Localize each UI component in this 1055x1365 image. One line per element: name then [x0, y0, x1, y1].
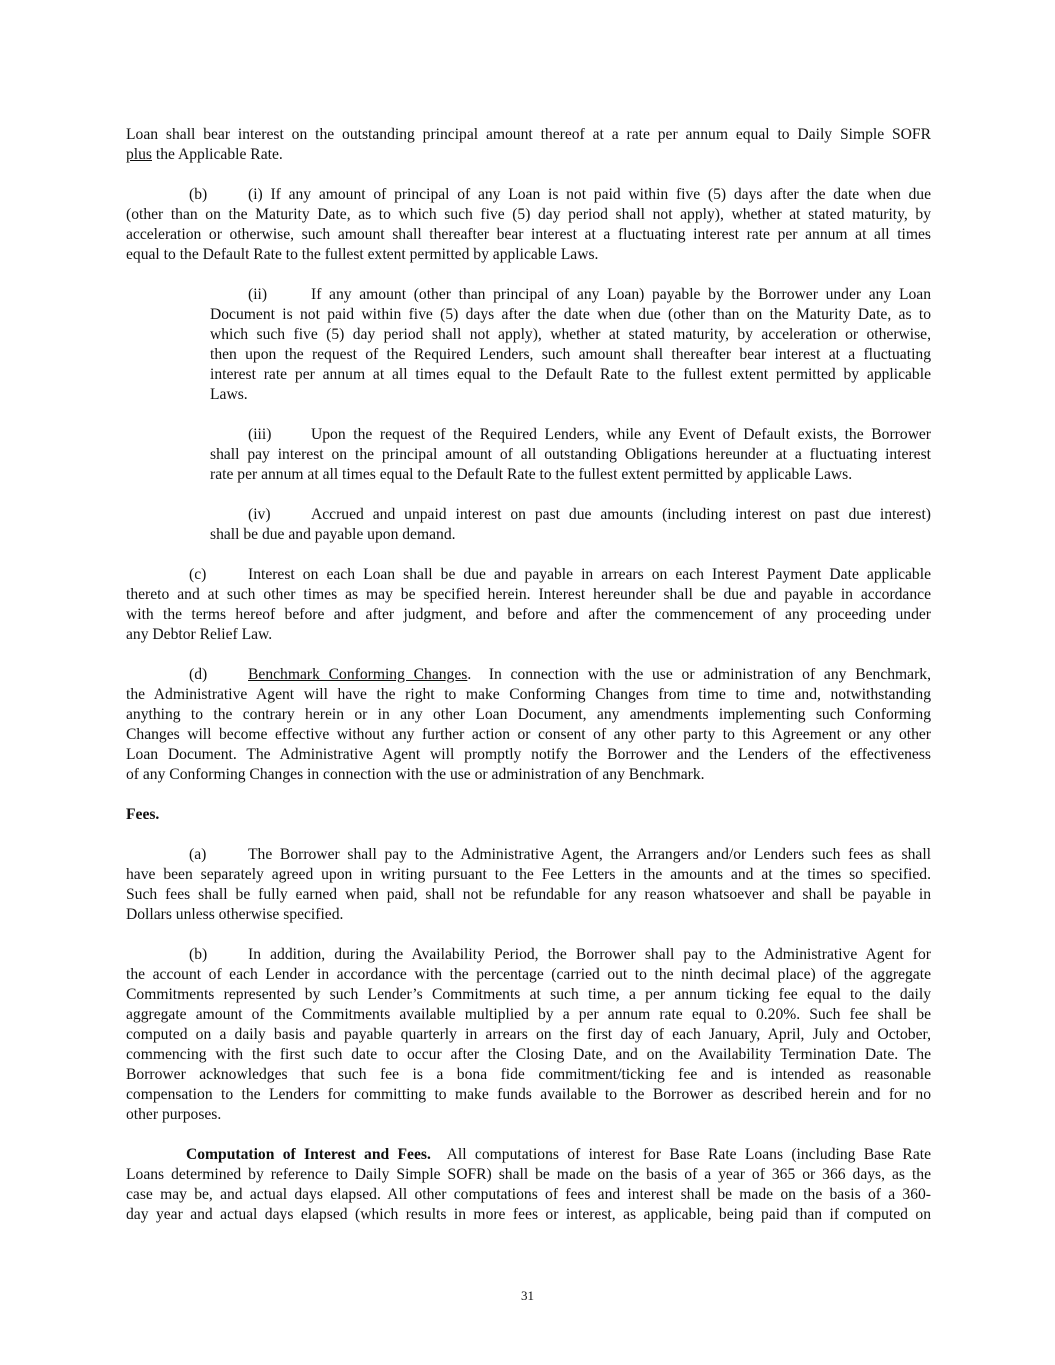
text-line [126, 1185, 931, 1205]
text-line [126, 665, 931, 685]
line-text: Borrower acknowledges that such fee is a bona fide commitment/ticking fee and is intended as reasonable [126, 1066, 931, 1083]
line-text: have been separately agreed upon in writing pursuant to the Fee Letters in the amounts and at the times so specified. [126, 866, 931, 883]
line-text: then upon the request of the Required Lenders, such amount shall thereafter bear interest at a fluctuating [210, 346, 931, 363]
text-line [126, 965, 931, 985]
text-line [126, 845, 931, 865]
line-text: Dollars unless otherwise specified. [126, 906, 344, 923]
line-text: thereto and at such other times as may be specified herein. Interest hereunder shall be due and payable in accordance [126, 586, 931, 603]
text-line [126, 805, 931, 825]
paragraph [126, 565, 931, 645]
paragraph-label: (b) [189, 186, 208, 203]
line-text: equal to the Default Rate to the fullest extent permitted by applicable Laws. [126, 246, 599, 263]
line-text: Laws. [210, 386, 248, 403]
text-line [126, 1205, 931, 1225]
text-line [126, 865, 931, 885]
paragraph-label: (b) [189, 946, 208, 963]
line-text: rate per annum at all times equal to the Default Rate to the fullest extent permitted by applicable Laws. [210, 466, 853, 483]
line-text: interest rate per annum at all times equal to the Default Rate to the fullest extent permitted by applicable [210, 366, 931, 383]
text-line [126, 685, 931, 705]
line-text: the account of each Lender in accordance with the percentage (carried out to the ninth decimal place) of the aggregate [126, 966, 931, 983]
text-line [126, 945, 931, 965]
text-line [126, 1005, 931, 1025]
document-body [126, 125, 931, 1245]
text-line [126, 625, 931, 645]
text-line [126, 905, 931, 925]
paragraph [126, 665, 931, 785]
line-text: Loans determined by reference to Daily Simple SOFR) shall be made on the basis of a year of 365 or 366 days, as the [126, 1166, 931, 1183]
paragraph-label: (a) [189, 846, 207, 863]
text-line [126, 1105, 931, 1125]
paragraph [126, 1145, 931, 1225]
text-line [126, 1025, 931, 1045]
text-line [126, 225, 931, 245]
line-text: If any amount (other than principal of any Loan) payable by the Borrower under any Loan [311, 286, 931, 303]
line-text: Loan Document. The Administrative Agent will promptly notify the Borrower and the Lenders of the effectiveness [126, 746, 931, 763]
underlined-term: Benchmark Conforming Changes [248, 666, 468, 683]
text-line [126, 565, 931, 585]
line-text: Commitments represented by such Lender’s Commitments at such time, a per annum ticking fee equal to the daily [126, 986, 931, 1003]
text-line [210, 445, 931, 465]
line-text: the Administrative Agent will have the right to make Conforming Changes from time to time and, notwithstanding [126, 686, 931, 703]
text-line [126, 1045, 931, 1065]
line-text: Upon the request of the Required Lenders, while any Event of Default exists, the Borrower [311, 426, 931, 443]
line-text: acceleration or otherwise, such amount shall thereafter bear interest at a fluctuating interest rate per annum at all times [126, 226, 931, 243]
text-line [210, 425, 931, 445]
paragraph-label: (c) [189, 566, 207, 583]
bold-heading: Computation of Interest and Fees. [186, 1146, 431, 1163]
text-line [126, 245, 931, 265]
text-line [210, 465, 931, 485]
line-text: day year and actual days elapsed (which results in more fees or interest, as applicable, being paid than if computed on [126, 1206, 931, 1223]
line-text: Changes will become effective without any further action or consent of any other party to this Agreement or any other [126, 726, 931, 743]
text-line [126, 705, 931, 725]
paragraph [210, 425, 931, 485]
line-text: Accrued and unpaid interest on past due amounts (including interest on past due interest) [311, 506, 931, 523]
paragraph [126, 125, 931, 165]
line-text: In addition, during the Availability Period, the Borrower shall pay to the Administrative Agent for [248, 946, 931, 963]
text-line [210, 305, 931, 325]
text-line [210, 345, 931, 365]
text-line [210, 525, 931, 545]
line-text: aggregate amount of the Commitments available multiplied by a per annum rate equal to 0.20%. Such fee shall be [126, 1006, 931, 1023]
paragraph [126, 945, 931, 1125]
line-text: anything to the contrary herein or in any other Loan Document, any amendments implementing such Conforming [126, 706, 931, 723]
text-line [126, 765, 931, 785]
paragraph-label: (iii) [248, 426, 272, 443]
text-line [126, 1145, 931, 1165]
paragraph-label: (ii) [248, 286, 268, 303]
line-text: commencing with the first such date to occur after the Closing Date, and on the Availability Termination Date. The [126, 1046, 931, 1063]
text-line [126, 205, 931, 225]
text-line [210, 385, 931, 405]
line-text: any Debtor Relief Law. [126, 626, 273, 643]
line-text: Document is not paid within five (5) days after the date when due (other than on the Maturity Date, as to [210, 306, 931, 323]
line-text: Interest on each Loan shall be due and payable in arrears on each Interest Payment Date applicable [248, 566, 931, 583]
line-text: Such fees shall be fully earned when paid, shall not be refundable for any reason whatsoever and shall be payable in [126, 886, 931, 903]
line-text: with the terms hereof before and after judgment, and before and after the commencement of any proceeding under [126, 606, 931, 623]
line-text: other purposes. [126, 1106, 222, 1123]
text-line [126, 185, 931, 205]
paragraph [126, 185, 931, 265]
underlined-term: plus [126, 146, 152, 163]
line-text: (other than on the Maturity Date, as to which such five (5) day period shall not apply), whether at stated maturity, by [126, 206, 931, 223]
paragraph [126, 845, 931, 925]
text-line [210, 325, 931, 345]
line-text: compensation to the Lenders for committing to make funds available to the Borrower as described herein and for no [126, 1086, 931, 1103]
line-text: . In connection with the use or administration of any Benchmark, [467, 666, 931, 683]
line-text: The Borrower shall pay to the Administrative Agent, the Arrangers and/or Lenders such fees as shall [248, 846, 931, 863]
text-line [126, 1065, 931, 1085]
text-line [126, 585, 931, 605]
line-text: All computations of interest for Base Rate Loans (including Base Rate [430, 1146, 931, 1163]
paragraph-label: (iv) [248, 506, 271, 523]
text-line [210, 285, 931, 305]
text-line [126, 985, 931, 1005]
text-line [126, 745, 931, 765]
line-text: the Applicable Rate. [152, 146, 283, 163]
text-line [210, 365, 931, 385]
text-line [126, 1165, 931, 1185]
paragraph-label: (d) [189, 666, 208, 683]
paragraph [210, 505, 931, 545]
line-text: computed on a daily basis and payable quarterly in arrears on the first day of each January, April, July and October, [126, 1026, 931, 1043]
line-text: shall pay interest on the principal amount of all outstanding Obligations hereunder at a fluctuating interest [210, 446, 931, 463]
text-line [126, 145, 931, 165]
line-text: of any Conforming Changes in connection with the use or administration of any Benchmark. [126, 766, 705, 783]
text-line [126, 125, 931, 145]
line-text: Loan shall bear interest on the outstanding principal amount thereof at a rate per annum equal to Daily Simple SOFR [126, 126, 931, 143]
section-heading [126, 805, 931, 825]
line-text: (i) If any amount of principal of any Loan is not paid within five (5) days after the date when due [248, 186, 931, 203]
text-line [210, 505, 931, 525]
line-text: shall be due and payable upon demand. [210, 526, 456, 543]
text-line [126, 605, 931, 625]
paragraph [210, 285, 931, 405]
line-text: which such five (5) day period shall not apply), whether at stated maturity, by acceleration or otherwise, [210, 326, 931, 343]
page-number: 31 [521, 1288, 534, 1303]
text-line [126, 1085, 931, 1105]
bold-heading: Fees. [126, 806, 160, 823]
line-text: case may be, and actual days elapsed. All other computations of fees and interest shall be made on the basis of a 360- [126, 1186, 931, 1203]
text-line [126, 725, 931, 745]
text-line [126, 885, 931, 905]
